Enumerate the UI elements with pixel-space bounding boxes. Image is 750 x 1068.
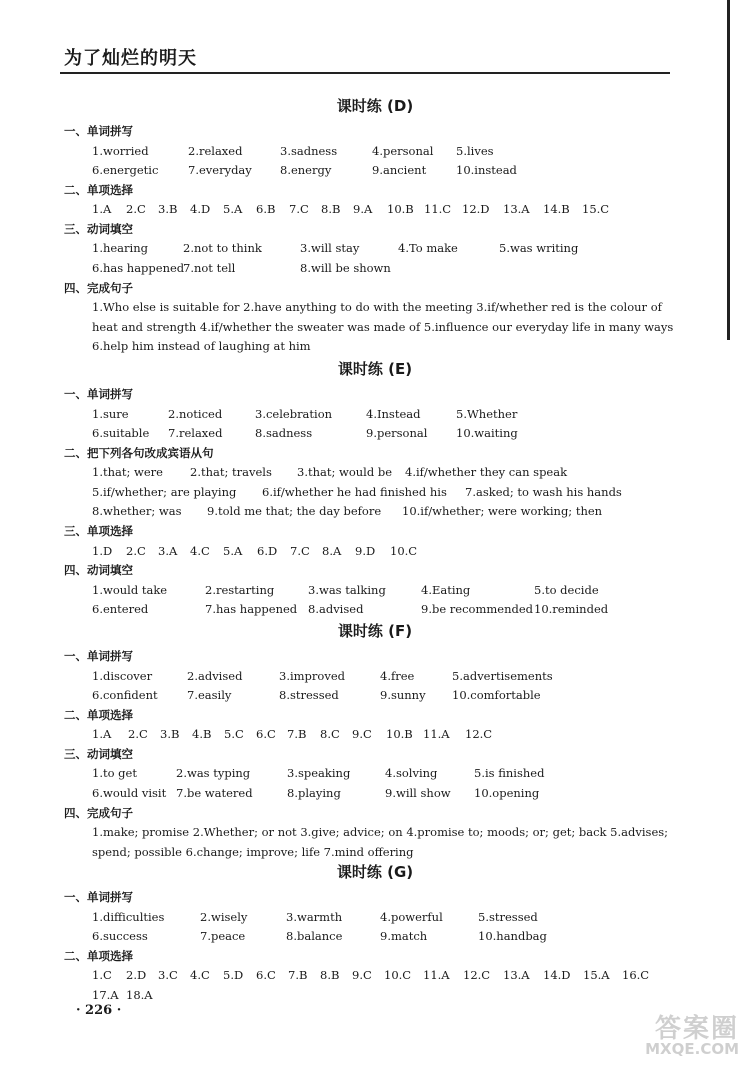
answer-item: 9.be recommended: [421, 602, 534, 617]
answer-item: 10.handbag: [478, 929, 547, 944]
answer-item: 6.if/whether he had finished his: [262, 484, 447, 499]
answer-item: 18.A: [126, 987, 153, 1002]
answer-item: 5.lives: [456, 143, 494, 158]
answer-item: 9.personal: [366, 426, 428, 441]
answer-item: 2.not to think: [183, 241, 262, 256]
answer-item: 5.A: [223, 202, 243, 217]
answer-item: 6.D: [257, 543, 278, 558]
answer-item: 7.C: [289, 202, 309, 217]
answer-item: 8.B: [321, 202, 341, 217]
answer-item: 10.waiting: [456, 426, 518, 441]
answer-item: 8.whether; was: [92, 504, 182, 519]
group-label: 四、动词填空: [64, 563, 133, 578]
answer-item: 8.advised: [308, 602, 364, 617]
answer-item: 6.help him instead of laughing at him: [92, 339, 311, 354]
answer-item: 5.advertisements: [452, 668, 553, 683]
answer-item: 3.A: [158, 543, 178, 558]
group-label: 四、完成句子: [64, 805, 133, 820]
page-header-title: 为了灿烂的明天: [64, 48, 197, 69]
answer-item: 4.personal: [372, 143, 434, 158]
answer-item: 5.stressed: [478, 909, 538, 924]
answer-item: 8.will be shown: [300, 260, 391, 275]
answer-item: 1.A: [92, 727, 112, 742]
answer-item: 2.D: [126, 968, 147, 983]
answer-item: 8.A: [322, 543, 342, 558]
answer-item: 2.that; travels: [190, 465, 272, 480]
answer-item: 8.sadness: [255, 426, 313, 441]
answer-item: 2.C: [128, 727, 148, 742]
answer-item: 1.sure: [92, 406, 129, 421]
answer-item: 1.to get: [92, 766, 137, 781]
answer-item: 3.speaking: [287, 766, 351, 781]
answer-item: 5.is finished: [474, 766, 545, 781]
answer-item: 5.if/whether; are playing: [92, 484, 237, 499]
section-title: 课时练 (G): [336, 863, 414, 881]
group-label: 三、单项选择: [64, 524, 133, 538]
page-edge-bar: [727, 0, 730, 340]
answer-item: 11.A: [423, 727, 450, 742]
answer-item: 2.restarting: [205, 582, 275, 597]
answer-item: 2.C: [126, 202, 146, 217]
answer-item: 5.to decide: [534, 582, 599, 597]
answer-item: 5.A: [223, 543, 243, 558]
answer-item: 9.C: [352, 727, 372, 742]
answer-item: 1.make; promise 2.Whether; or not 3.give; advice; on 4.promise to; moods; or; get; back 5.advises;: [92, 825, 669, 839]
group-label: 一、单词拼写: [64, 124, 133, 138]
answer-item: 13.A: [503, 202, 530, 217]
answer-item: 7.B: [288, 968, 308, 983]
answer-item: 6.B: [256, 202, 276, 217]
section-title: 课时练 (E): [337, 360, 413, 378]
answer-item: 5.was writing: [499, 241, 579, 256]
answer-item: 2.C: [126, 543, 146, 558]
group-label: 一、单词拼写: [64, 890, 133, 904]
group-label: 三、动词填空: [64, 221, 133, 236]
answer-item: 3.that; would be: [297, 465, 393, 480]
answer-item: 8.playing: [287, 785, 341, 800]
group-label: 二、单项选择: [64, 182, 133, 197]
answer-item: 1.A: [92, 202, 112, 217]
answer-item: 3.celebration: [255, 406, 333, 421]
answer-item: 15.A: [583, 968, 610, 983]
answer-item: 10.C: [384, 968, 412, 983]
section-title: 课时练 (D): [336, 97, 414, 115]
answer-item: 3.B: [160, 727, 180, 742]
answer-item: 9.will show: [385, 785, 451, 800]
answer-item: 12.C: [463, 968, 491, 983]
answer-item: 8.B: [320, 968, 340, 983]
answer-item: 4.B: [192, 727, 212, 742]
answer-item: 6.C: [256, 727, 276, 742]
answer-item: 9.A: [353, 202, 373, 217]
answer-item: 1.C: [92, 968, 112, 983]
answer-item: 9.D: [355, 543, 376, 558]
answer-item: 12.C: [465, 727, 493, 742]
answer-item: 11.C: [424, 202, 452, 217]
answer-item: 8.C: [320, 727, 340, 742]
answer-item: 10.B: [387, 202, 414, 217]
answer-item: 7.peace: [200, 929, 246, 944]
group-label: 四、完成句子: [64, 280, 133, 295]
answer-item: 7.not tell: [183, 260, 236, 275]
group-label: 二、单项选择: [64, 948, 133, 963]
answer-item: 4.powerful: [380, 909, 443, 924]
answer-item: 1.would take: [92, 582, 168, 597]
watermark-line2: MXQE.COM: [645, 1040, 739, 1058]
answer-item: 9.sunny: [380, 688, 426, 703]
page-number: · 226 ·: [76, 1003, 122, 1018]
answer-item: 10.if/whether; were working; then: [402, 504, 603, 519]
answer-item: 3.B: [158, 202, 178, 217]
group-label: 三、动词填空: [64, 746, 133, 761]
answer-item: 9.told me that; the day before: [207, 504, 382, 519]
answer-item: 5.D: [223, 968, 244, 983]
group-label: 二、单项选择: [64, 707, 133, 722]
answer-item: 1.that; were: [92, 465, 163, 480]
answer-item: 7.B: [287, 727, 307, 742]
answer-item: 14.D: [543, 968, 571, 983]
answer-item: 9.match: [380, 929, 428, 944]
answer-item: heat and strength 4.if/whether the sweater was made of 5.influence our everyday life in many ways: [92, 319, 674, 334]
answer-item: 2.noticed: [168, 406, 223, 421]
answer-item: 3.warmth: [286, 909, 343, 924]
answer-item: 2.advised: [187, 668, 243, 683]
answer-item: 7.relaxed: [168, 426, 223, 441]
answer-item: 8.energy: [280, 163, 332, 178]
answer-item: 6.suitable: [92, 426, 150, 441]
answer-item: 4.D: [190, 202, 211, 217]
answer-item: 7.easily: [187, 688, 232, 703]
answer-item: 1.worried: [92, 143, 149, 158]
answer-item: 6.success: [92, 929, 148, 944]
answer-item: 12.D: [462, 202, 490, 217]
answer-item: 5.Whether: [456, 406, 518, 421]
answer-item: 3.C: [158, 968, 178, 983]
answer-item: 14.B: [543, 202, 570, 217]
answer-item: 7.has happened: [205, 602, 298, 617]
answer-item: 3.sadness: [280, 143, 338, 158]
answer-item: 10.reminded: [534, 602, 609, 617]
answer-item: 4.Eating: [421, 582, 471, 597]
answer-item: 4.free: [380, 668, 415, 683]
answer-item: 6.has happened: [92, 260, 185, 275]
answer-item: 6.confident: [92, 688, 158, 703]
answer-item: 7.be watered: [176, 785, 253, 800]
answer-item: 10.C: [390, 543, 418, 558]
section-title: 课时练 (F): [337, 622, 413, 640]
answer-item: 10.comfortable: [452, 688, 541, 703]
answer-item: 15.C: [582, 202, 610, 217]
answer-item: 8.balance: [286, 929, 343, 944]
answer-item: 9.ancient: [372, 163, 427, 178]
answer-item: 3.improved: [279, 668, 346, 683]
answer-item: 6.C: [256, 968, 276, 983]
answer-item: 2.relaxed: [188, 143, 243, 158]
answer-item: 4.C: [190, 968, 210, 983]
answer-item: 6.would visit: [92, 785, 167, 800]
answer-item: 7.C: [290, 543, 310, 558]
answer-item: 16.C: [622, 968, 650, 983]
answer-item: 1.Who else is suitable for 2.have anything to do with the meeting 3.if/whether red is the colour of: [92, 300, 662, 314]
answer-item: 1.difficulties: [92, 909, 165, 924]
answer-item: 7.everyday: [188, 163, 252, 178]
answer-item: 13.A: [503, 968, 530, 983]
answer-item: 6.energetic: [92, 163, 159, 178]
answer-item: 4.Instead: [366, 406, 421, 421]
answer-item: 6.entered: [92, 602, 149, 617]
answer-item: 17.A: [92, 987, 119, 1002]
answer-item: 1.discover: [92, 668, 153, 683]
answer-item: 2.was typing: [176, 766, 251, 781]
answer-item: 8.stressed: [279, 688, 339, 703]
header-rule: [60, 72, 670, 74]
answer-item: 10.opening: [474, 785, 540, 800]
answer-item: 4.if/whether they can speak: [405, 465, 568, 480]
watermark-logo: [618, 1008, 743, 1064]
answer-item: spend; possible 6.change; improve; life 7.mind offering: [92, 844, 414, 859]
answer-item: 10.B: [386, 727, 413, 742]
watermark-line1: 答案圈: [654, 1014, 739, 1044]
answer-item: 3.was talking: [308, 582, 386, 597]
answer-item: 2.wisely: [200, 909, 248, 924]
group-label: 一、单词拼写: [64, 387, 133, 401]
answer-item: 7.asked; to wash his hands: [465, 484, 622, 499]
answer-item: 4.solving: [385, 766, 438, 781]
answer-item: 4.To make: [398, 241, 458, 256]
answer-item: 4.C: [190, 543, 210, 558]
group-label: 二、把下列各句改成宾语从句: [64, 445, 214, 460]
answer-item: 11.A: [423, 968, 450, 983]
answer-item: 3.will stay: [300, 241, 360, 256]
answer-item: 10.instead: [456, 163, 517, 178]
answer-item: 1.hearing: [92, 241, 148, 256]
answer-item: 5.C: [224, 727, 244, 742]
group-label: 一、单词拼写: [64, 649, 133, 663]
answer-item: 9.C: [352, 968, 372, 983]
answer-item: 1.D: [92, 543, 113, 558]
